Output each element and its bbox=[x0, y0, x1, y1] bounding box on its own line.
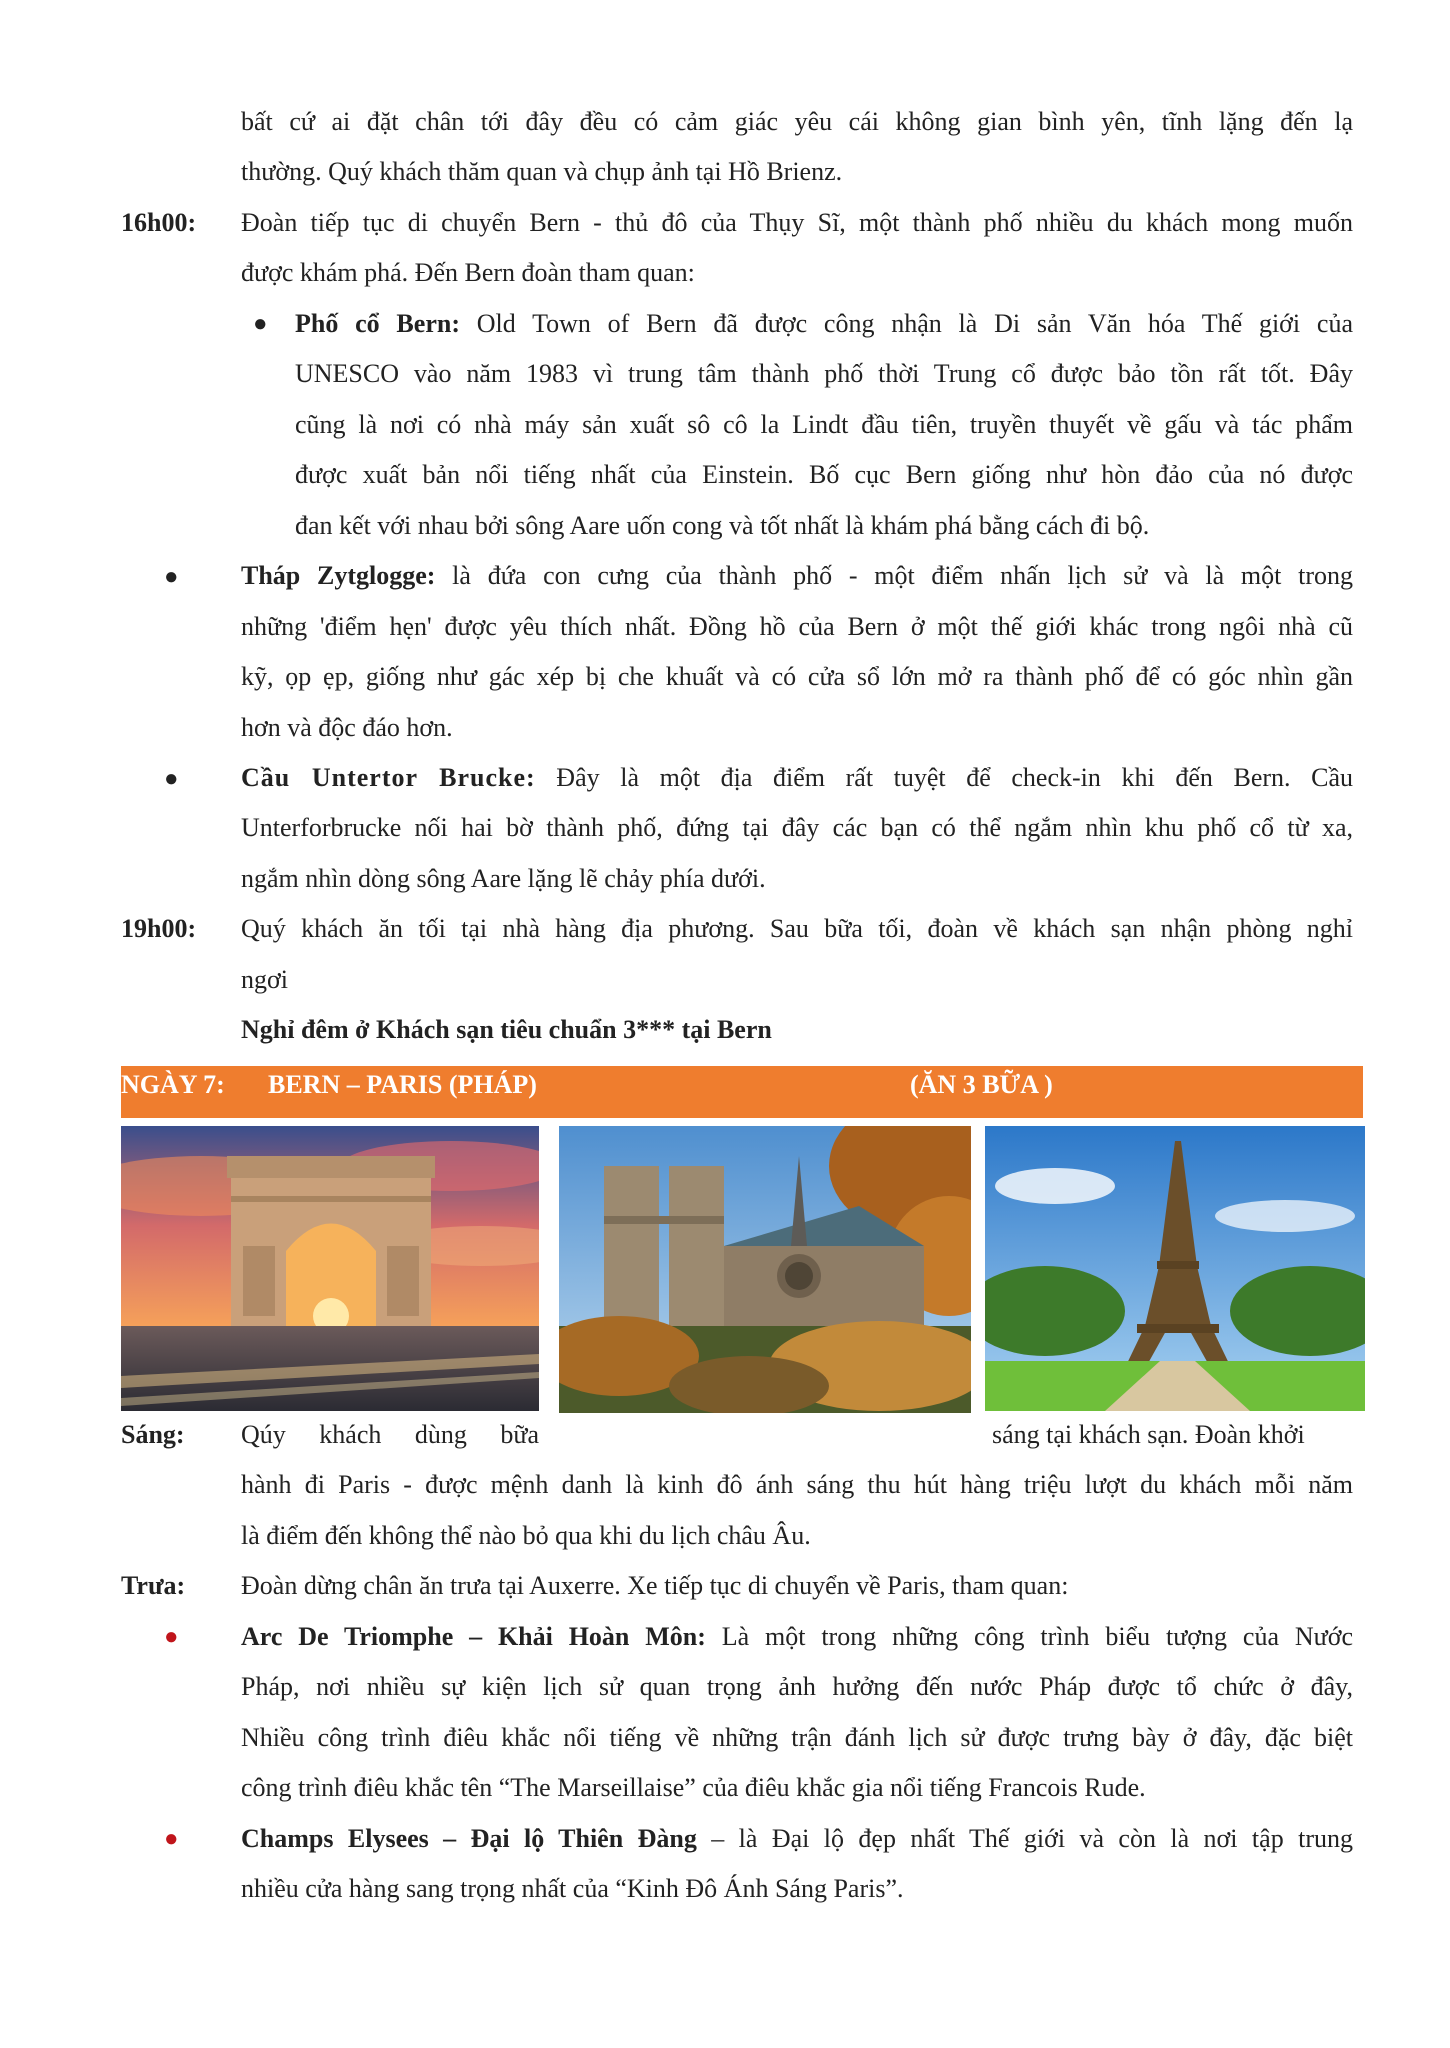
morning-line2: hành đi Paris - được mệnh danh là kinh đô ánh sáng thu hút hàng triệu lượt du khách mỗi năm bbox=[241, 1470, 1353, 1499]
bern-old-town-line5: đan kết với nhau bởi sông Aare uốn cong và tốt nhất là khám phá bằng cách đi bộ. bbox=[295, 511, 1150, 540]
bern-old-town-text: Old Town of Bern đã được công nhận là Di sản Văn hóa Thế giới của bbox=[459, 309, 1354, 338]
notre-dame-photo bbox=[559, 1126, 971, 1413]
zytglogge-line2: những 'điểm hẹn' được yêu thích nhất. Đồng hồ của Bern ở một thế giới khác trong ngôi nhà cũ bbox=[241, 612, 1353, 641]
time-16h00: 16h00: bbox=[121, 208, 197, 237]
bullet-icon: ● bbox=[164, 564, 179, 590]
arc-de-triomphe-photo bbox=[121, 1126, 539, 1411]
noon-line1: Đoàn dừng chân ăn trưa tại Auxerre. Xe tiếp tục di chuyển về Paris, tham quan: bbox=[241, 1571, 1069, 1600]
bern-old-town-line2: UNESCO vào năm 1983 vì trung tâm thành phố thời Trung cổ được bảo tồn rất tốt. Đây bbox=[295, 359, 1353, 388]
untertor-line3: ngắm nhìn dòng sông Aare lặng lẽ chảy phía dưới. bbox=[241, 864, 766, 893]
time-morning: Sáng: bbox=[121, 1420, 185, 1449]
day-label: NGÀY 7: bbox=[121, 1070, 225, 1099]
champs-line2: nhiều cửa hàng sang trọng nhất của “Kinh Đô Ánh Sáng Paris”. bbox=[241, 1874, 904, 1903]
day-meals: (ĂN 3 BỮA ) bbox=[910, 1070, 1053, 1099]
zytglogge-title: Tháp Zytglogge: bbox=[241, 561, 436, 590]
time-19h00: 19h00: bbox=[121, 914, 197, 943]
morning-part-b: sáng tại khách sạn. Đoàn khởi bbox=[992, 1420, 1305, 1449]
bullet-icon: ● bbox=[164, 766, 179, 792]
untertor-line2: Unterforbrucke nối hai bờ thành phố, đứng tại đây các bạn có thể ngắm nhìn khu phố cổ từ xa, bbox=[241, 813, 1353, 842]
untertor-line1 bbox=[241, 763, 1353, 793]
day-banner bbox=[121, 1066, 1363, 1118]
morning-line3: là điểm đến không thể nào bỏ qua khi du lịch châu Âu. bbox=[241, 1521, 811, 1550]
arc-title: Arc De Triomphe – Khải Hoàn Môn: bbox=[241, 1622, 706, 1651]
intro-line2: thường. Quý khách thăm quan và chụp ảnh tại Hồ Brienz. bbox=[241, 157, 843, 186]
bern-old-town-line1 bbox=[295, 309, 1353, 339]
arc-line4: công trình điêu khắc tên “The Marseillaise” của điêu khắc gia nổi tiếng Francois Rude. bbox=[241, 1773, 1146, 1802]
zytglogge-line1 bbox=[241, 561, 1353, 591]
arc-line3: Nhiều công trình điêu khắc nổi tiếng về những trận đánh lịch sử được trưng bày ở đây, đặc biệt bbox=[241, 1723, 1353, 1752]
s1900-line2: ngơi bbox=[241, 965, 288, 994]
bullet-icon: ● bbox=[164, 1624, 179, 1650]
day-route: BERN – PARIS (PHÁP) bbox=[268, 1070, 537, 1099]
time-noon: Trưa: bbox=[121, 1571, 186, 1600]
untertor-text: Đây là một địa điểm rất tuyệt để check-in khi đến Bern. Cầu bbox=[535, 763, 1353, 792]
champs-text: – là Đại lộ đẹp nhất Thế giới và còn là nơi tập trung bbox=[696, 1824, 1353, 1853]
bern-old-town-line3: cũng là nơi có nhà máy sản xuất sô cô la Lindt đầu tiên, truyền thuyết về gấu và tác phẩm bbox=[295, 410, 1353, 439]
overnight-note: Nghỉ đêm ở Khách sạn tiêu chuẩn 3*** tại Bern bbox=[241, 1015, 772, 1044]
arc-text: Là một trong những công trình biểu tượng của Nước bbox=[705, 1622, 1353, 1651]
eiffel-tower-photo bbox=[985, 1126, 1365, 1411]
bullet-icon: ● bbox=[253, 311, 268, 337]
zytglogge-line3: kỹ, ọp ẹp, giống như gác xép bị che khuất và có cửa sổ lớn mở ra thành phố để có góc nhìn gần bbox=[241, 662, 1353, 691]
bullet-icon: ● bbox=[164, 1826, 179, 1852]
arc-line1 bbox=[241, 1622, 1353, 1652]
intro-line1: bất cứ ai đặt chân tới đây đều có cảm giác yêu cái không gian bình yên, tĩnh lặng đến lạ bbox=[241, 107, 1353, 136]
zytglogge-text: là đứa con cưng của thành phố - một điểm nhấn lịch sử và là một trong bbox=[435, 561, 1354, 590]
bern-old-town-title: Phố cổ Bern: bbox=[295, 309, 460, 338]
untertor-title: Cầu Untertor Brucke: bbox=[241, 763, 536, 792]
bern-old-town-line4: được xuất bản nổi tiếng nhất của Einstein. Bố cục Bern giống như hòn đảo của nó được bbox=[295, 460, 1353, 489]
s1900-line1: Quý khách ăn tối tại nhà hàng địa phương. Sau bữa tối, đoàn về khách sạn nhận phòng nghỉ bbox=[241, 914, 1353, 943]
s1600-line2: được khám phá. Đến Bern đoàn tham quan: bbox=[241, 258, 695, 287]
champs-line1 bbox=[241, 1824, 1353, 1854]
arc-line2: Pháp, nơi nhiều sự kiện lịch sử quan trọng ảnh hưởng đến nước Pháp được tổ chức ở đây, bbox=[241, 1672, 1353, 1701]
champs-title: Champs Elysees – Đại lộ Thiên Đàng bbox=[241, 1824, 697, 1853]
s1600-line1: Đoàn tiếp tục di chuyển Bern - thủ đô của Thụy Sĩ, một thành phố nhiều du khách mong muốn bbox=[241, 208, 1353, 237]
morning-part-a: Qúy khách dùng bữa bbox=[241, 1420, 539, 1449]
zytglogge-line4: hơn và độc đáo hơn. bbox=[241, 713, 453, 742]
